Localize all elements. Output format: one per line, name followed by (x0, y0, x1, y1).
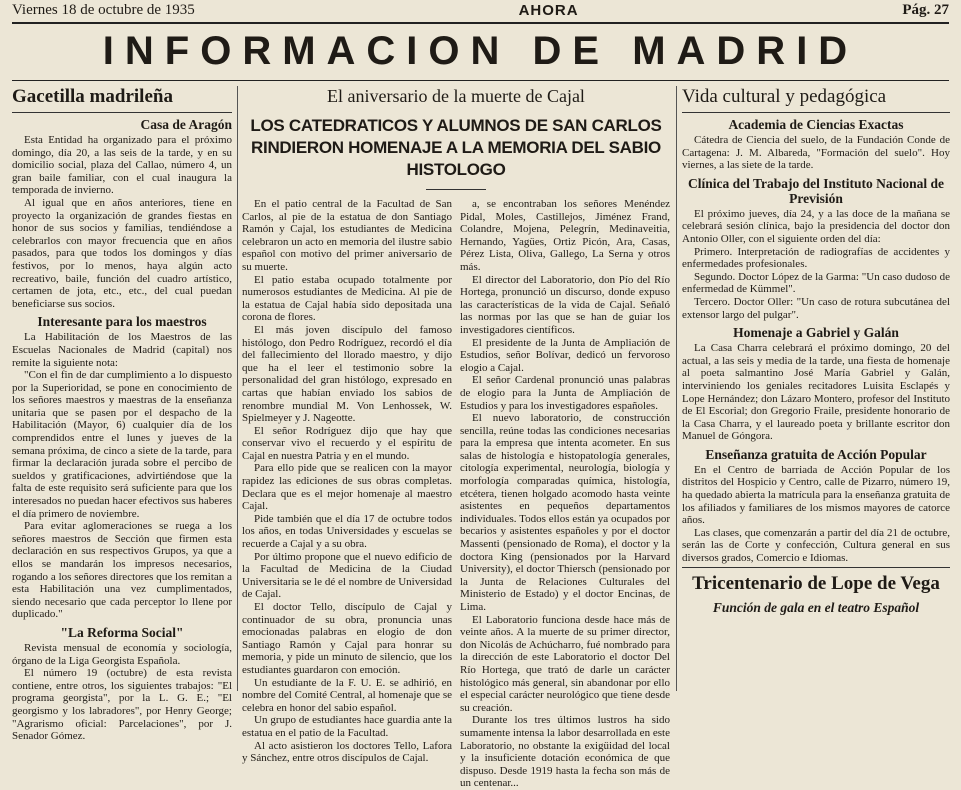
article-right-col (460, 198, 670, 790)
article-left-col (242, 198, 452, 790)
article-headline: LOS CATEDRATICOS Y ALUMNOS DE SAN CARLOS RINDIERON HOMENAJE A LA MEMORIA DEL SABIO HISTOLOGO (250, 116, 662, 179)
paragraph: El señor Cardenal pronunció unas palabras de elogio para la Junta de Ampliación de Estudios y para los investigadores españoles. (460, 374, 670, 412)
paragraph: Un grupo de estudiantes hace guardia ante la estatua en el patio de la Facultad. (242, 714, 452, 739)
paragraph: "Con el fin de dar cumplimiento a lo dispuesto por la Superioridad, se pone en conocimiento de los señores maestros y maestras de la enseñanza unitaria que se pasen por el despacho de la Habilitación (Mayor, 6) cualquier día de los comprendidos entre el lunes y jueves de la semana próxima, de cinco a siete de la tarde, para firmar la declaración jurada sobre el percibo de sueldos y gratificaciones, advirtiéndose que la falta de este requisito será suficiente para que los interesados no puedan hacer efectivos sus haberes el día primero de noviembre. (12, 369, 232, 520)
paragraph: En el patio central de la Facultad de San Carlos, al pie de la estatua de don Santiago Ramón y Cajal, los estudiantes de Medicina celebraron un acto en memoria del ilustre sabio español con motivo del primer aniversario de su muerte. (242, 198, 452, 273)
column-divider (676, 86, 677, 691)
paragraph: Segundo. Doctor López de la Garma: "Un caso dudoso de enfermedad de Kümmel". (682, 270, 950, 296)
item-title: "La Reforma Social" (60, 624, 184, 640)
page-number: Pág. 27 (902, 1, 949, 18)
paragraph: El señor Rodríguez dijo que hay que conservar vivo el recuerdo y el espíritu de Cajal en nuestra Patria y en el mundo. (242, 424, 452, 462)
paragraph: Durante los tres últimos lustros ha sido sumamente intensa la labor desarrollada en este Laboratorio, no obstante la exigüidad del local y la insuficiente dotación económica de que dispuso. Desde 1919 hasta la fecha son más de un centenar... (460, 714, 670, 790)
paragraph: Revista mensual de economía y sociología, órgano de la Liga Georgista Española. (12, 641, 232, 667)
paragraph: El nuevo laboratorio, de construcción sencilla, reúne todas las condiciones necesarias para la empresa que intenta acometer. En sus salas de histología e histopatología generales, citología experimental, neurología, biología y morfología comparadas química, histología, etcétera, tienen holgado acomodo hasta veinte asistentes en pequeños departamentos individuales. Todos ellos están ya ocupados por becarios y asistentes españoles y por el doctor Massenti (pensionado de Roma), el doctor y la doctora King (pensionados por la Harvard University), el doctor Thiersch (pensionado por la Junta de Relaciones Culturales del Ministerio de Estado) y el doctor Encinas, de Lima. (460, 412, 670, 613)
issue-date: Viernes 18 de octubre de 1935 (12, 1, 195, 18)
paragraph: Primero. Interpretación de radiografías de accidentes y enfermedades profesionales. (682, 245, 950, 271)
paragraph: El número 19 (octubre) de esta revista contiene, entre otros, los siguientes trabajos: "El programa georgista", por la L. G. E.; "El georgismo y los labradores", por Henry George; "Agrarismo oficial: Parcelaciones", por J. Senador Gómez. (12, 667, 232, 743)
column-divider (237, 86, 238, 691)
paragraph: Un estudiante de la F. U. E. se adhirió, en nombre del Comité Central, al homenaje que se celebra en honor del sabio español. (242, 676, 452, 714)
paragraph: La Habilitación de los Maestros de las Escuelas Nacionales de Madrid (capital) nos remite la siguiente nota: (12, 331, 232, 369)
paragraph: El doctor Tello, discípulo de Cajal y continuador de su obra, pronuncia unas emocionadas palabras en elogio de don Santiago Ramón y Cajal para honrar su memoria, y pide un minuto de silencio, que los estudiantes guardaron con emoción. (242, 601, 452, 676)
header-rule (12, 22, 949, 24)
paragraph: El patio estaba ocupado totalmente por numerosos estudiantes de Medicina. Al pie de la estatua de Cajal había sido depositada una corona de flores. (242, 273, 452, 324)
masthead: INFORMACION DE MADRID (102, 29, 859, 73)
item-title: Homenaje a Gabriel y Galán (733, 325, 899, 341)
column-cajal (242, 86, 670, 790)
paragraph: El más joven discípulo del famoso histólogo, don Pedro Rodríguez, recordó el día del fallecimiento del llorado maestro, y dijo que ha el leer el testimonio sobre la personalidad del gran histólogo, expresado en cartas que habían enviado los sabios de renombre mundial M. Von Lenhossek, W. Spielmeyer y J. Nageotte. (242, 323, 452, 425)
item-title: Clínica del Trabajo del Instituto Nacional de Previsión (687, 175, 945, 206)
lope-subtitle: Función de gala en el teatro Español (712, 599, 920, 615)
item-title: Interesante para los maestros (37, 314, 207, 330)
paragraph: Pide también que el día 17 de octubre todos los años, en todas Universidades y escuelas se recuerde a Cajal y a su obra. (242, 512, 452, 551)
lope-title: Tricentenario de Lope de Vega (692, 572, 940, 594)
section-rule (12, 112, 232, 113)
item-title: Academia de Ciencias Exactas (728, 117, 904, 132)
paragraph: El Laboratorio funciona desde hace más de veinte años. A la muerte de su primer director, don Nicolás de Achúcharro, fué nombrado para la dirección de este Laboratorio el doctor Del Río Hortega, que trató de darle un carácter histológico más general, sin abandonar por ello el especial carácter neurológico que tiene desde su creación. (460, 613, 670, 714)
item-title: Enseñanza gratuita de Acción Popular (705, 446, 927, 462)
paragraph: Tercero. Doctor Oller: "Un caso de rotura subcutánea del extensor largo del pulgar". (682, 295, 950, 321)
paragraph: El presidente de la Junta de Ampliación de Estudios, señor Bolívar, dedicó un fervoroso elogio a Cajal. (460, 336, 670, 374)
masthead-rule (12, 80, 949, 81)
paragraph: El director del Laboratorio, don Pío del Río Hortega, pronunció un discurso, donde expuso las características de la vida de Cajal. Señaló las normas por las que se han de guiar los investigadores científicos. (460, 273, 670, 336)
paragraph: Esta Entidad ha organizado para el próximo domingo, día 20, a las seis de la tarde, y en su domicilio social, plaza del Callao, número 4, un gran baile familiar, con el cual inaugura la temporada de invierno. (12, 134, 232, 197)
headline-rule (426, 189, 486, 190)
section-rule (682, 567, 950, 568)
paragraph: Las clases, que comenzarán a partir del día 21 de octubre, serán las de Corte y confección, Cultura general en sus diversos grados, Comercio e Idiomas. (682, 526, 950, 565)
page-header (12, 0, 949, 20)
section-title: Gacetilla madrileña (12, 86, 173, 107)
paragraph: El próximo jueves, día 24, y a las doce de la mañana se celebrará sesión clínica, bajo la presidencia del doctor don Antonio Oller, con el siguiente orden del día: (682, 207, 950, 245)
section-rule (682, 112, 950, 113)
paragraph: Para evitar aglomeraciones se ruega a los señores maestros de Sección que firmen esta declaración en sus respectivos Grupos, ya que a ellos se mandarán los impresos necesarios, rogando a los señores directores que los remitan a esta Habilitación una vez cumplimentados, siendo necesario que cada perceptor lo llene por duplicado." (12, 520, 232, 621)
paragraph: Al igual que en años anteriores, tiene en proyecto la organización de grandes fiestas en honor de sus socios y familias, tendiéndose a celebrarlos con mayor frecuencia que en años pasados, para que todos los domingos y días festivos, por lo menos, haya algún acto recreativo, baile, función del cuadro artístico, certamen de jota, etc., etc., del cual puedan beneficiarse sus socios. (12, 196, 232, 310)
item-title: Casa de Aragón (140, 117, 232, 132)
paragraph: a, se encontraban los señores Menéndez Pidal, Moles, Castillejos, Jiménez Frand, Colandre, Mojena, Pelegrín, Medinaveitia, Hernando, Yagües, Ortiz Picón, Ara, Casas, Pérez Lista, Oliva, Gallego, La Serna y otros más. (460, 198, 670, 273)
section-title: Vida cultural y pedagógica (682, 86, 887, 107)
paragraph: Para ello pide que se realicen con la mayor rapidez las ediciones de sus obras completas. Declara que es el mejor homenaje al maestro Cajal. (242, 462, 452, 513)
paragraph: Cátedra de Ciencia del suelo, de la Fundación Conde de Cartagena: J. M. Albareda, "Formación del suelo". Hoy viernes, a las siete de la tarde. (682, 134, 950, 172)
paragraph: La Casa Charra celebrará el próximo domingo, 20 del actual, a las seis y media de la tarde, una fiesta de homenaje al poeta salmantino José María Gabriel y Galán, interviniendo los geniales recitadores Luisita Esclapés y Lope Hernández; don Lázaro Montero, profesor del Instituto de El Escorial; don Gregorio Fraile, presidente honorario de la Casa Charra, y el laureado poeta y brillante escritor don Manuel de Góngora. (682, 342, 950, 443)
column-gacetilla (12, 86, 232, 743)
newspaper-name: AHORA (518, 1, 579, 19)
paragraph: Por último propone que el nuevo edificio de la Facultad de Medicina de la Ciudad Universitaria se le dé el nombre de Universidad de Cajal. (242, 550, 452, 601)
paragraph: En el Centro de barriada de Acción Popular de los distritos del Hospicio y Centro, calle de Pizarro, número 19, ha quedado abierta la matrícula para la enseñanza gratuita de los afiliados y familiares de los mismos mayores de catorce años. (682, 463, 950, 527)
article-kicker: El aniversario de la muerte de Cajal (327, 86, 585, 106)
column-vida-cultural (682, 86, 950, 691)
paragraph: Al acto asistieron los doctores Tello, Lafora y Sánchez, entre otros discípulos de Cajal. (242, 739, 452, 765)
article-body (242, 198, 670, 790)
